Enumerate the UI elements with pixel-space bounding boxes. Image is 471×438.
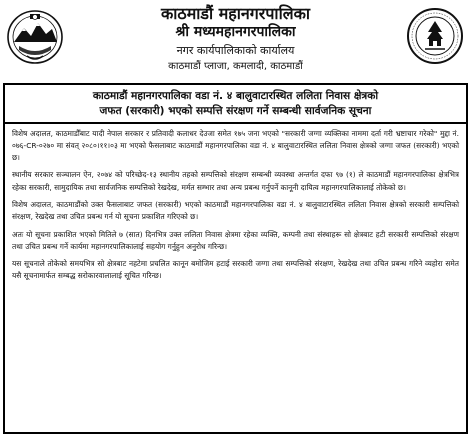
- office-name: नगर कार्यपालिकाको कार्यालय: [176, 44, 295, 57]
- notice-body: [5, 126, 466, 283]
- notice-title: [5, 85, 466, 122]
- notice-paragraph-4: अतः यो सूचना प्रकाशित भएको मितिले ७ (सात) दिनभित्र उक्त ललिता निवास क्षेत्रमा रहेका व्यक्ति, कम्पनी तथा संस्थाहरू सो क्षेत्रबाट हटी सरकारी सम्पत्तिको संरक्षण तथा उचित प्रबन्ध गर्ने कार्यमा महानगरपालिकालाई सहयोग गर्नुहुन अनुरोध गरिन्छ।: [12, 229, 459, 251]
- notice-title-line-1: काठमाडौं महानगरपालिका वडा नं. ४ बालुवाटारस्थित ललिता निवास क्षेत्रको: [92, 90, 379, 102]
- kathmandu-metropolitan-seal-icon: [405, 6, 465, 66]
- office-address: काठमाडौं प्लाजा, कमलादी, काठमाडौं: [168, 61, 303, 72]
- notice-paragraph-2: स्थानीय सरकार सञ्चालन ऐन, २०७४ को परिच्छेद-१३ स्थानीय तहको सम्पत्तिको संरक्षण सम्बन्धी व्यवस्था अन्तर्गत दफा ९७ (१) ले काठमाडौं महानगरपालिका क्षेत्रभित्र रहेका सरकारी, सामुदायिक तथा सार्वजनिक सम्पत्तिको रेखदेख, मर्मत सम्भार तथा अन्य प्रबन्ध गर्नुपर्ने कानूनी दायित्व महानगरपालिकालाई तोकेको छ।: [12, 170, 459, 192]
- notice-paragraph-5: यस सूचनाले तोकेको समयभित्र सो क्षेत्रबाट नहटेमा प्रचलित कानून बमोजिम हटाई सरकारी जग्गा तथा सम्पत्तिको संरक्षण, रेखदेख तथा उचित प्रबन्ध गरिने व्यहोरा समेत यसै सूचनामार्फत सम्बद्ध सरोकारवालालाई सूचित गरिन्छ।: [12, 259, 459, 281]
- municipality-name: काठमाडौं महानगरपालिका: [160, 4, 310, 23]
- title-divider: [5, 122, 466, 124]
- public-notice-box: [3, 83, 468, 434]
- office-header: [70, 4, 401, 73]
- nepal-emblem-icon: [5, 6, 65, 66]
- notice-title-line-2: जफत (सरकारी) भएको सम्पत्ति संरक्षण गर्ने सम्बन्धी सार्वजनिक सूचना: [99, 105, 372, 117]
- notice-paragraph-3: विशेष अदालत, काठमाडौंको उक्त फैसलाबाट जफत (सरकारी) भएको काठमाडौं महानगरपालिका वडा नं. ४ बालुवाटारस्थित ललिता निवास क्षेत्रको सरकारी सम्पत्तिको संरक्षण, रेखदेख तथा उचित प्रबन्ध गर्न यो सूचना प्रकाशित गरिएको छ।: [12, 199, 459, 222]
- notice-paragraph-1: विशेष अदालत, काठमाडौँबाट यादी नेपाल सरकार र प्रतिवादी कलाधर देउजा समेत १७५ जना भएको "सरकारी जग्गा व्यक्तिका नाममा दर्ता गरी भ्रष्टाचार गरेको" मुद्दा नं. ०७६-CR-०२७० मा संवत् २०८०।११।०३ मा भएको फैसलाबाट काठमाडौं महानगरपालिका वडा नं. ४ बालुवाटारस्थित ललिता निवास क्षेत्रको जग्गा जफत (सरकारी) भएको छ।: [12, 128, 459, 163]
- municipality-subtitle: श्री मध्यमहानगरपालिका: [175, 24, 296, 40]
